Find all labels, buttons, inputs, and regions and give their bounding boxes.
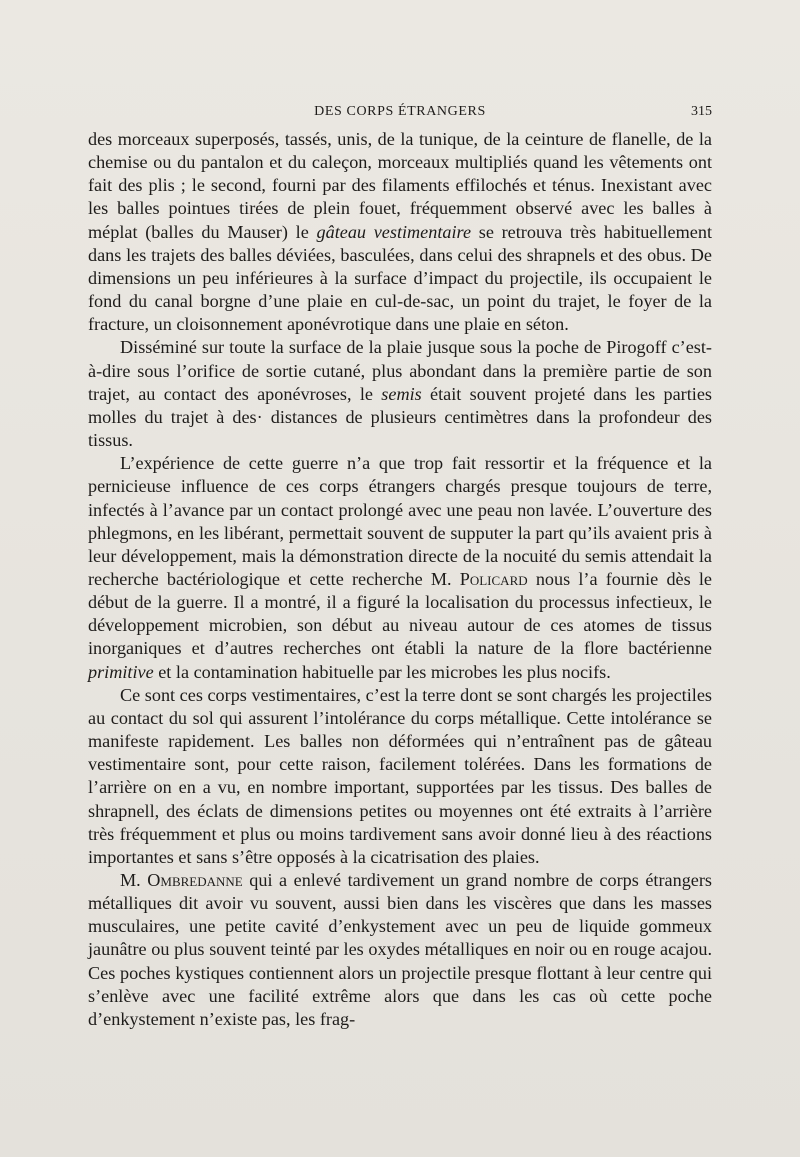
body-text [88,128,712,1031]
text-run: et la contamination habituelle par les microbes les plus nocifs. [153,661,611,682]
text-run: Ce sont ces corps vestimentaires, c’est la terre dont se sont chargés les projectiles au contact du sol qui assurent l’intolérance du corps métallique. Cette intolérance se manifeste rapidement. Les balles non déformées qui n’entraînent pas de gâteau vestimentaire sont, pour cette raison, facilement tolérées. Dans les formations de l’arrière on en a vu, en nombre important, supportées par les tissus. Des balles de shrapnell, des éclats de dimensions petites ou moyennes ont été extraits à l’arrière très fréquemment et plus ou moins tardivement sans avoir donné lieu à des réactions importantes et sans s’être opposés à la cicatrisation des plaies. [88,684,712,867]
paragraph [88,452,712,684]
italic-term: gâteau vestimentaire [316,221,472,242]
author-name: Ombredanne [147,870,243,890]
paragraph [88,336,712,452]
italic-term: primitive [88,661,154,682]
text-run: se retrouva très habituellement dans les trajets des balles déviées, basculées, dans celui des shrapnels et des obus. De dimensions un peu inférieures à la surface d’impact du projectile, ils occupaient le fond du canal borgne d’une plaie en cul-de-sac, un point du trajet, le foyer de la fracture, un cloisonnement aponévrotique dans une plaie en séton. [88,221,712,335]
text-run: des morceaux superposés, tassés, unis, de la tunique, de la ceinture de flanelle, de la chemise ou du pantalon et du caleçon, morceaux multipliés quand les vêtements ont fait des plis ; le second, fourni par des filaments effilochés et ténus. Inexistant avec les balles pointues tirées de plein fouet, fréquemment observé avec les balles à méplat (balles du Mauser) le [88,129,712,242]
italic-term: semis [381,383,422,404]
paragraph [88,869,712,1031]
text-run: qui a enlevé tardivement un grand nombre de corps étrangers métalliques dit avoir vu souvent, aussi bien dans les viscères que dans les masses musculaires, une petite cavité d’enkystement avec un peu de liquide gommeux jaunâtre ou plus souvent teinté par les oxydes métalliques en noir ou en rouge acajou. Ces poches kystiques contiennent alors un projectile presque flottant à leur centre qui s’enlève avec une facilité extrême alors que dans les cas où cette poche d’enkystement n’existe pas, les frag- [88,870,713,1029]
running-title: DES CORPS ÉTRANGERS [314,104,486,119]
page-number: 315 [691,104,712,119]
text-run: L’expérience de cette guerre n’a que trop fait ressortir et la fréquence et la pernicieuse influence de ces corps étrangers chargés presque toujours de terre, infectés à l’avance par un contact prolongé avec une peau non lavée. L’ouverture des phlegmons, en les libérant, permettait souvent de supputer la part qu’ils avaient pris à leur développement, mais la démonstration directe de la nocuité du semis attendait la recherche bactériologique et cette recherche M. [88,453,712,589]
text-run: Disséminé sur toute la surface de la plaie jusque sous la poche de Pirogoff c’est-à-dire sous l’orifice de sortie cutané, plus abondant dans la première partie de son trajet, au contact des aponévroses, le [88,337,712,404]
text-run: était souvent projeté dans les parties molles du trajet à des· distances de plusieurs centimètres dans la profondeur des tissus. [88,383,712,451]
author-name: Policard [459,568,528,589]
text-run: nous l’a fournie dès le début de la guerre. Il a montré, il a figuré la localisation du processus infectieux, le développement microbien, son début au niveau autour de ces atomes de tissus inorganiques et d’autres recherches ont établi la nature de la flore bactérienne [88,568,712,659]
paragraph [88,684,712,869]
text-run: M. [120,870,148,890]
running-head [88,104,712,124]
paragraph [88,128,712,336]
